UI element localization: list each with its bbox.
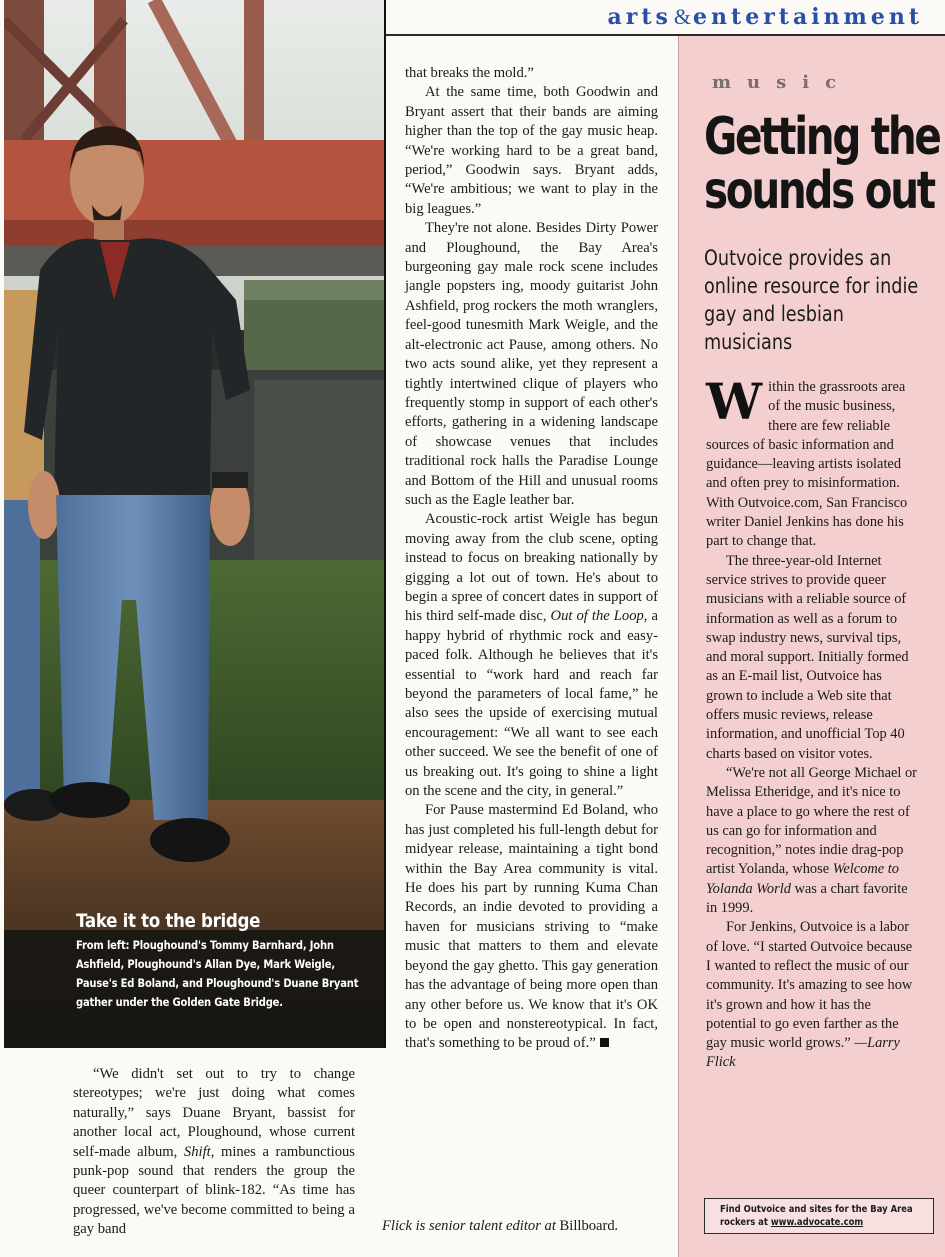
article-paragraph: “We didn't set out to try to change stereotypes; we're just doing what comes naturally,” says Duane Bryant, bassist for another local act, Ploughound, whose current self-made album, Shift, mines a rambunctious punk-pop sound that renders the group the queer counterpart of blink-182. “As time has progressed, we've become committed to being a gay band <box>73 1066 355 1238</box>
article-paragraph: They're not alone. Besides Dirty Power and Ploughound, the Bay Area's burgeoning gay male rock scene includes jangle popsters ing, moody guitarist John Ashfield, prog rockers the moth wranglers, feel-good tunesmith Mark Weigle, and the alt-electronic act Pause, among others. No two acts sound alike, yet they represent a tightly intertwined clique of players who frequently stomp in support of each other's efforts, gathering in a widening landscape of showcase venues that includes traditional rock halls the Paradise Lounge and Bottom of the Hill and unusual rooms such as the Eagle leather bar. <box>405 220 658 508</box>
byline: —Larry Flick <box>706 1035 900 1071</box>
end-mark-icon <box>600 1038 609 1047</box>
sidebar-body <box>706 372 920 1073</box>
sidebar-paragraph: Within the grassroots area of the music business, there are few reliable sources of basic information and guidance—leaving artists isolated and often prey to misinformation. With Outvoice.com, San Francisco writer Daniel Jenkins has done his part to change that. <box>706 372 908 550</box>
photo-illustration <box>4 0 386 1048</box>
album-title: Out of the Loop <box>550 608 644 625</box>
article-column-middle <box>405 64 658 1054</box>
section-header <box>608 4 923 30</box>
article-paragraph: Acoustic-rock artist Weigle has begun moving away from the club scene, opting instead to focus on breaking nationally by gigging a lot out of town. He's about to begin a spree of concert dates in support of his third self-made disc, Out of the Loop, a happy hybrid of rhythmic rock and easy-paced folk. Although he believes that it's essential to “work hard and reach far beyond the parameters of local fame,” he also sees the upside of exercising mutual encouragement: “We all want to see each other succeed. We see the benefit of one of us breaking out. It's going to shine a light on the scene and the city, in general.” <box>405 511 658 800</box>
sidebar-paragraph: For Jenkins, Outvoice is a labor of love. “I started Outvoice because I wanted to reflect the music of our community. It's amazing to see how it's grown and how it has the potential to go even farther as the gay music world grows.” —Larry Flick <box>706 919 913 1071</box>
sidebar-title: Getting the sounds out <box>704 107 940 221</box>
author-bio: Flick is senior talent editor at Billboard. <box>382 1218 619 1234</box>
article-paragraph: At the same time, both Goodwin and Bryant assert that their bands are aiming higher than the top of the gay music heap. “We're working hard to be a great band, period,” Goodwin says. Bryant adds, “We're ambitious; we want to play in the big leagues.” <box>405 84 658 217</box>
article-paragraph: For Pause mastermind Ed Boland, who has just completed his full-length debut for midyear release, maintaining a tight bond within the Bay Area community is vital. He does his part by running Kuma Chan Records, an indie devoted to providing a haven for musicians striving to “make music that matters to them and elevate beyond the gay ghetto. This gay generation has the advantage of being more open than any other before us. We know that it's OK to be open and nonstereotypical. In fact, that's something to be proud of.” <box>405 802 658 1052</box>
photo <box>4 0 386 1048</box>
sidebar-paragraph: The three-year-old Internet service strives to provide queer musicians with a reliable source of information as well as a forum to swap industry news, survival tips, and moral support. Initially formed as an E-mail list, Outvoice has grown to include a Web site that offers music reviews, release information, and unofficial Top 40 charts based on visitor votes. <box>706 552 909 762</box>
drop-cap: W <box>706 372 763 431</box>
photo-caption <box>76 910 376 1012</box>
album-title: Welcome to Yolanda World <box>706 861 899 897</box>
section-label-entertainment: entertainment <box>693 4 923 30</box>
article-paragraph: that breaks the mold.” <box>405 65 534 81</box>
sidebar-paragraph: “We're not all George Michael or Melissa Etheridge, and it's nice to have a place to go where the rest of us can go for information and recognition,” notes indie drag-pop artist Yolanda, whose Welcome to Yolanda World was a chart favorite in 1999. <box>706 764 917 917</box>
section-ampersand: & <box>673 4 692 29</box>
album-title: Shift <box>183 1143 211 1160</box>
section-label-arts: arts <box>607 4 672 30</box>
caption-text: From left: Ploughound's Tommy Barnhard, John Ashfield, Ploughound's Allan Dye, Mark Weigle, Pause's Ed Boland, and Ploughound's Duane Bryant gather under the Golden Gate Bridge. <box>76 938 359 1009</box>
sidebar-deck: Outvoice provides an online resource for indie gay and lesbian musicians <box>704 246 919 354</box>
sidebar <box>678 36 945 1257</box>
sidebar-kicker: music <box>712 72 853 93</box>
web-link-box <box>704 1198 934 1234</box>
article-column-bottom <box>73 1065 355 1240</box>
web-link-text: Find Outvoice and sites for the Bay Area rockers at www.advocate.com <box>720 1204 913 1228</box>
publication-name: Billboard <box>559 1218 615 1234</box>
advocate-link[interactable]: www.advocate.com <box>770 1217 864 1228</box>
caption-title: Take it to the bridge <box>76 910 261 932</box>
